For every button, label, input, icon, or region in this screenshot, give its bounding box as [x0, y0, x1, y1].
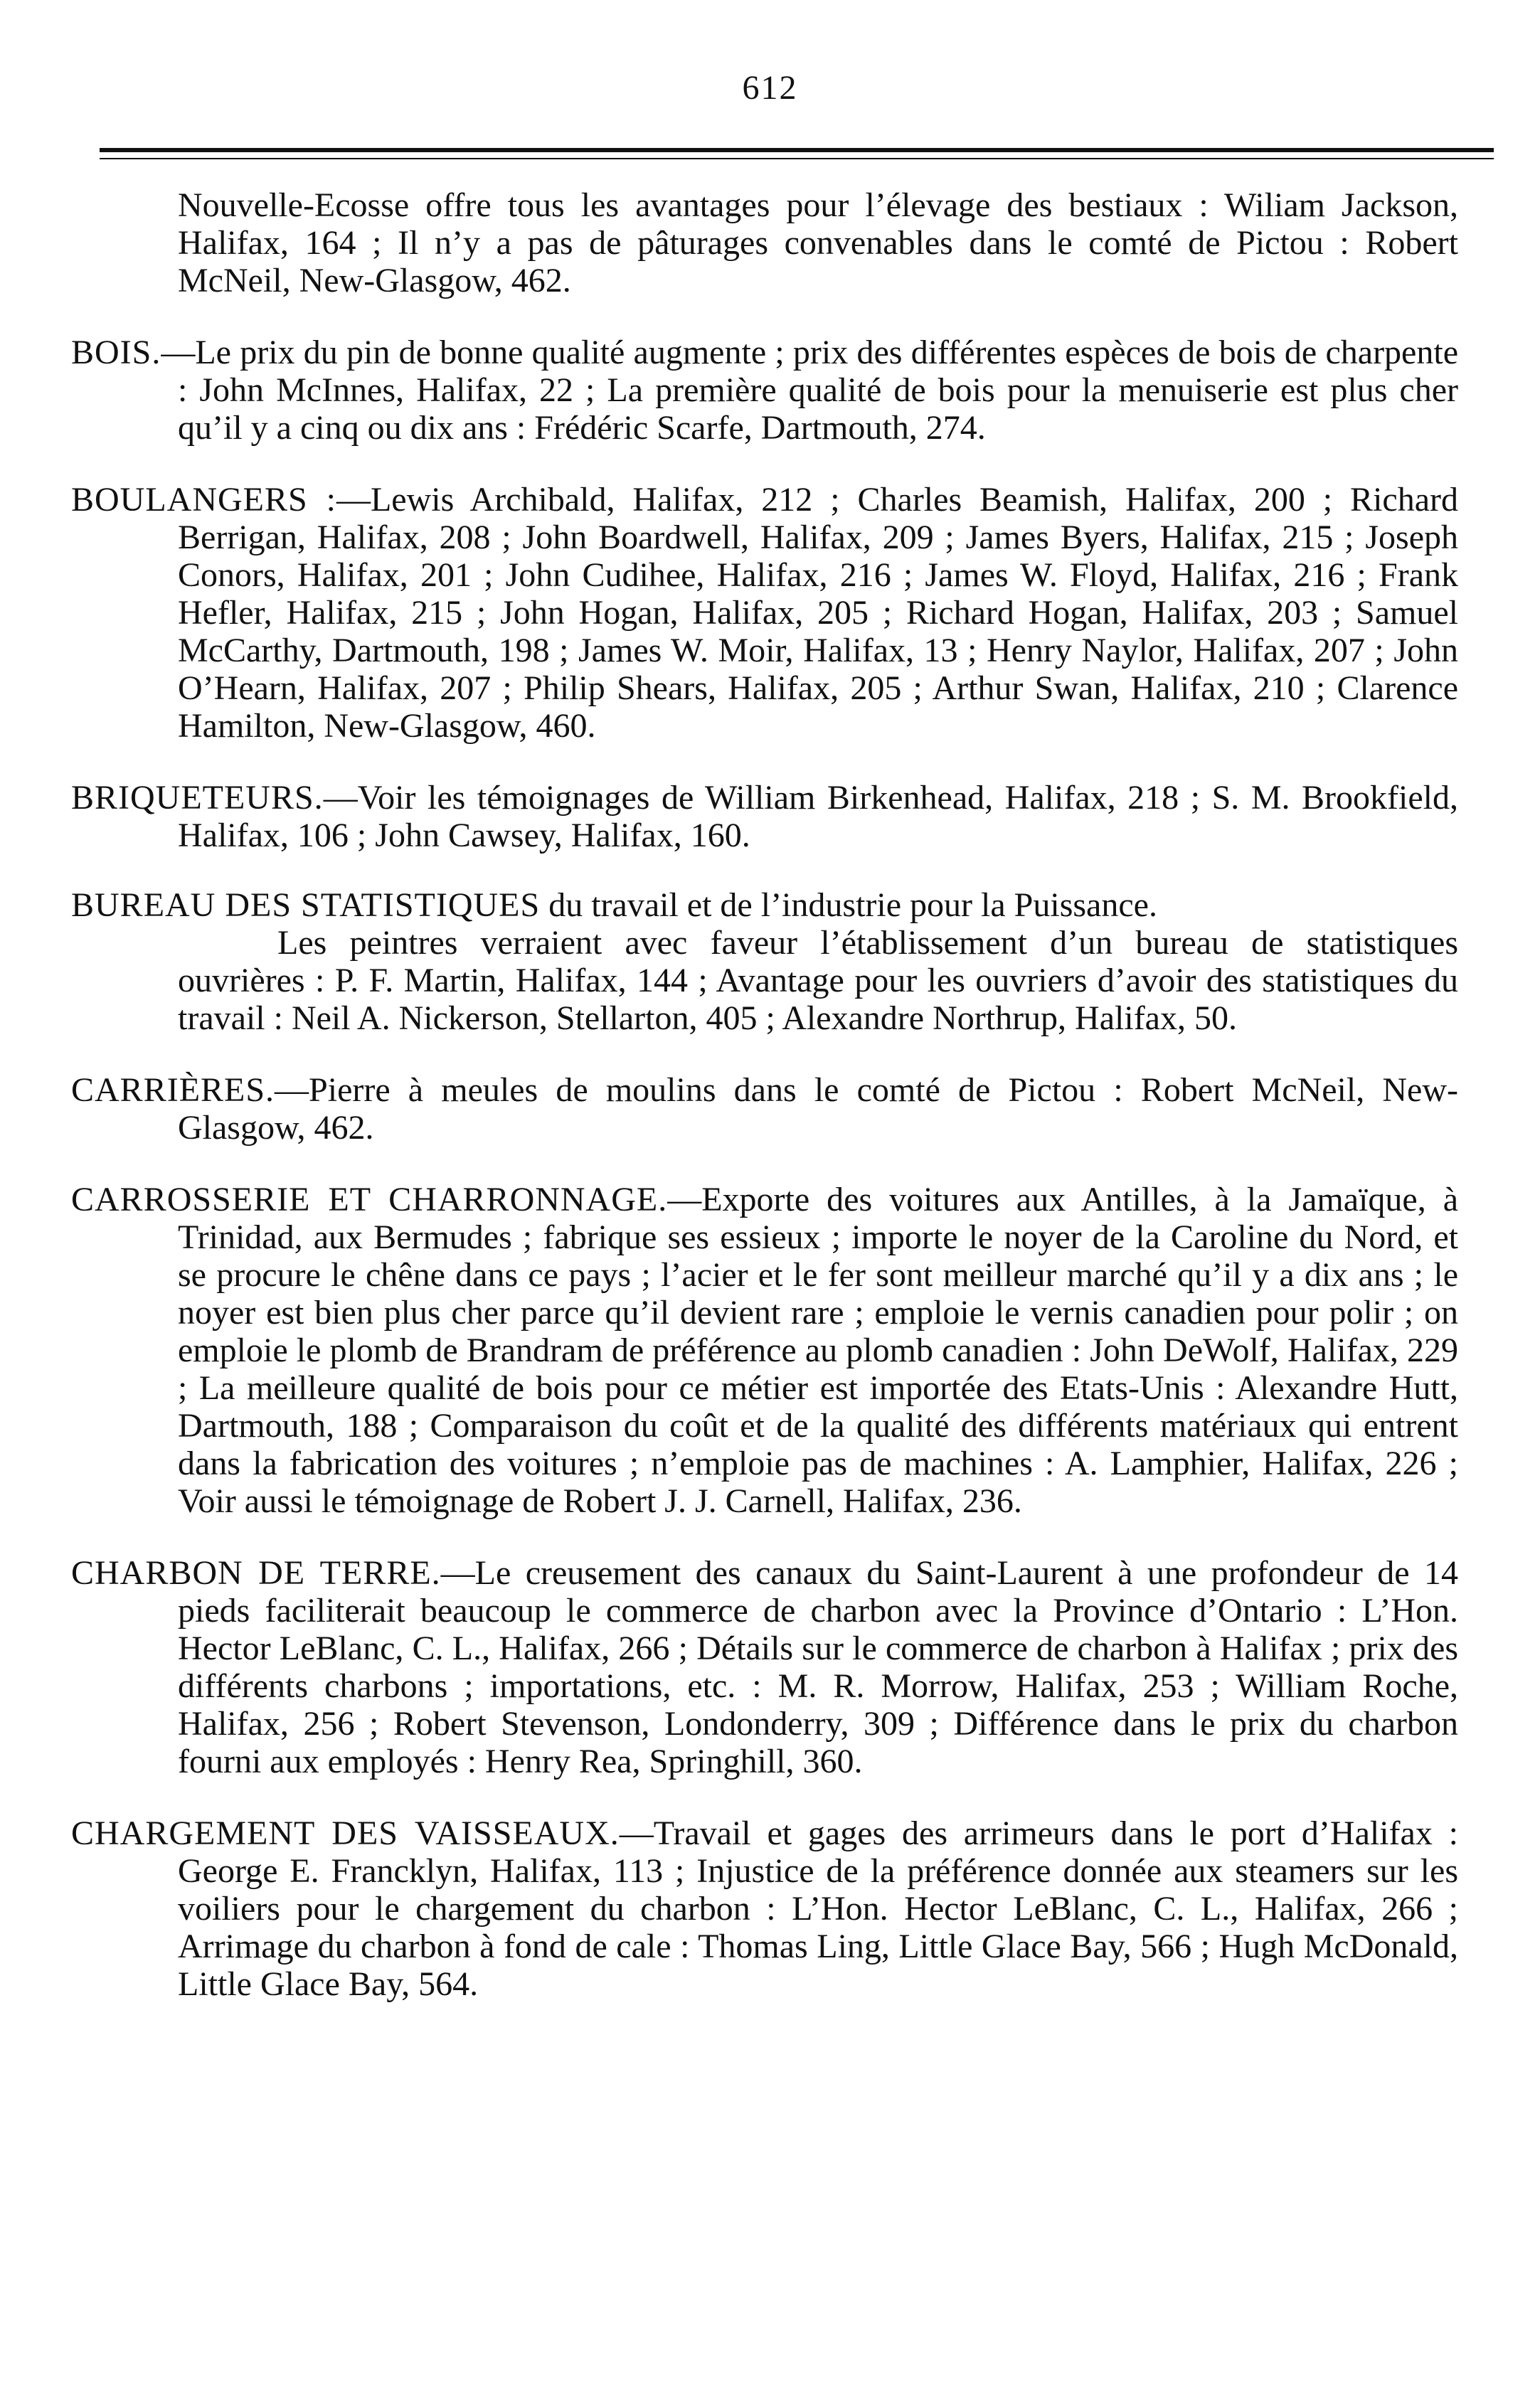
index-content [71, 186, 1458, 2035]
entry-carrieres [71, 1071, 1458, 1147]
entry-text: —Travail et gages des arrimeurs dans le port d’Halifax : George E. Francklyn, Halifax, 113 ; Injustice de la préférence donnée aux steamers sur les voiliers pour le chargement du charbon : L’Hon. Hector LeBlanc, C. L., Halifax, 266 ; Arrimage du charbon à fond de cale : Thomas Ling, Little Glace Bay, 566 ; Hugh McDonald, Little Glace Bay, 564. [178, 1814, 1458, 2003]
entry-heading: BOIS. [71, 334, 161, 371]
entry-charbon [71, 1554, 1458, 1780]
entry-text: —Le creusement des canaux du Saint-Laurent à une profondeur de 14 pieds faciliterait beaucoup le commerce de charbon avec la Province d’Ontario : L’Hon. Hector LeBlanc, C. L., Halifax, 266 ; Détails sur le commerce de charbon à Halifax ; prix des différents charbons ; importations, etc. : M. R. Morrow, Halifax, 253 ; William Roche, Halifax, 256 ; Robert Stevenson, Londonderry, 309 ; Différence dans le prix du charbon fourni aux employés : Henry Rea, Springhill, 360. [178, 1554, 1459, 1780]
entry-text: —Pierre à meules de moulins dans le comté de Pictou : Robert McNeil, New-Glasgow, 462. [178, 1071, 1458, 1147]
entry-heading: CHARGEMENT DES VAISSEAUX. [71, 1814, 620, 1852]
entry-text: —Lewis Archibald, Halifax, 212 ; Charles Beamish, Halifax, 200 ; Richard Berrigan, Halifax, 208 ; John Boardwell, Halifax, 209 ; James Byers, Halifax, 215 ; Joseph Conors, Halifax, 201 ; John Cudihee, Halifax, 216 ; James W. Floyd, Halifax, 216 ; Frank Hefler, Halifax, 215 ; John Hogan, Halifax, 205 ; Richard Hogan, Halifax, 203 ; Samuel McCarthy, Dartmouth, 198 ; James W. Moir, Halifax, 13 ; Henry Naylor, Halifax, 207 ; John O’Hearn, Halifax, 207 ; Philip Shears, Halifax, 205 ; Arthur Swan, Halifax, 210 ; Clarence Hamilton, New-Glasgow, 460. [178, 481, 1458, 745]
entry-heading: BOULANGERS : [71, 481, 336, 519]
entry-continuation [71, 186, 1458, 299]
entry-heading: CARRIÈRES. [71, 1071, 275, 1109]
entry-heading: CHARBON DE TERRE. [71, 1554, 441, 1592]
header-rule-thick [100, 148, 1494, 152]
entry-carrosserie [71, 1181, 1458, 1520]
entry-heading: CARROSSERIE ET CHARRONNAGE. [71, 1181, 668, 1218]
entry-bureau-statistiques [71, 886, 1458, 1037]
entry-text: Nouvelle-Ecosse offre tous les avantages pour l’élevage des bestiaux : Wiliam Jackson, Halifax, 164 ; Il n’y a pas de pâturages convenables dans le comté de Pictou : Robert McNeil, New-Glasgow, 462. [178, 186, 1458, 299]
entry-briqueteurs [71, 779, 1458, 854]
page-number: 612 [742, 69, 798, 107]
entry-chargement [71, 1814, 1458, 2003]
entry-text: —Le prix du pin de bonne qualité augmente ; prix des différentes espèces de bois de charpente : John McInnes, Halifax, 22 ; La première qualité de bois pour la menuiserie est plus cher qu’il y a cinq ou dix ans : Frédéric Scarfe, Dartmouth, 274. [161, 334, 1458, 447]
entry-subtext: Les peintres verraient avec faveur l’établissement d’un bureau de statistiques ouvrières : P. F. Martin, Halifax, 144 ; Avantage pour les ouvriers d’avoir des statistiques du travail : Neil A. Nickerson, Stellarton, 405 ; Alexandre Northrup, Halifax, 50. [178, 924, 1458, 1037]
header-rule-thin [100, 158, 1494, 159]
entry-text: du travail et de l’industrie pour la Puissance. [540, 886, 1157, 924]
entry-boulangers [71, 481, 1458, 745]
entry-text: —Exporte des voitures aux Antilles, à la Jamaïque, à Trinidad, aux Bermudes ; fabrique ses essieux ; importe le noyer de la Caroline du Nord, et se procure le chêne dans ce pays ; l’acier et le fer sont meilleur marché qu’il y a dix ans ; le noyer est bien plus cher parce qu’il devient rare ; emploie le vernis canadien pour polir ; on emploie le plomb de Brandram de préférence au plomb canadien : John DeWolf, Halifax, 229 ; La meilleure qualité de bois pour ce métier est importée des Etats-Unis : Alexandre Hutt, Dartmouth, 188 ; Comparaison du coût et de la qualité des différents matériaux qui entrent dans la fabrication des voitures ; n’emploie pas de machines : A. Lamphier, Halifax, 226 ; Voir aussi le témoignage de Robert J. J. Carnell, Halifax, 236. [178, 1181, 1459, 1520]
entry-bois [71, 334, 1458, 447]
entry-text: —Voir les témoignages de William Birkenhead, Halifax, 218 ; S. M. Brookfield, Halifax, 106 ; John Cawsey, Halifax, 160. [178, 779, 1458, 854]
entry-heading: BUREAU DES STATISTIQUES [71, 886, 541, 924]
entry-heading: BRIQUETEURS. [71, 779, 324, 817]
